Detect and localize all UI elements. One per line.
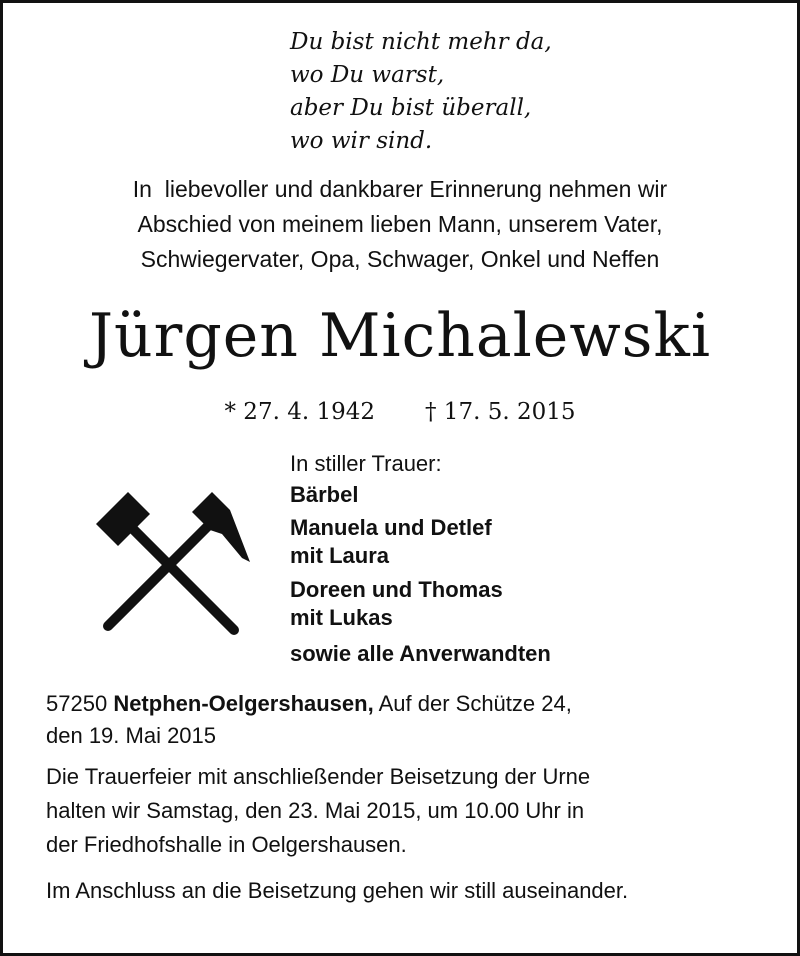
address-date: den 19. Mai 2015 (46, 723, 217, 748)
address-street: Auf der Schütze 24, (378, 691, 572, 716)
mourner-name: Doreen und Thomas (290, 577, 503, 602)
mourner-name: mit Lukas (290, 605, 393, 630)
ceremony-line: halten wir Samstag, den 23. Mai 2015, um 10.00 Uhr in (46, 798, 585, 823)
address-line (46, 688, 572, 720)
birth-date: * 27. 4. 1942 (224, 399, 375, 425)
hammer-and-pick-icon (92, 486, 252, 636)
address-postcode: 57250 (46, 691, 108, 716)
mourners-list (290, 448, 551, 669)
intro-line: Schwiegervater, Opa, Schwager, Onkel und Neffen (140, 246, 660, 272)
deceased-name: Jürgen Michalewski (88, 301, 712, 371)
life-dates (0, 396, 800, 428)
poem-line: Du bist nicht mehr da, (290, 29, 552, 55)
farewell-note: Im Anschluss an die Beisetzung gehen wir still auseinander. (46, 878, 629, 903)
death-date: † 17. 5. 2015 (425, 399, 576, 425)
intro-line: In liebevoller und dankbarer Erinnerung nehmen wir (132, 176, 668, 202)
mourner-name: sowie alle Anverwandten (290, 641, 551, 666)
intro-text (0, 172, 800, 277)
ceremony-line: der Friedhofshalle in Oelgershausen. (46, 832, 407, 857)
intro-line: Abschied von meinem lieben Mann, unserem Vater, (137, 211, 663, 237)
mourner-name: mit Laura (290, 543, 390, 568)
address-block (46, 688, 572, 752)
mourner-name: Manuela und Detlef (290, 515, 492, 540)
ceremony-info (46, 760, 590, 862)
memorial-poem (290, 26, 552, 158)
poem-line: aber Du bist überall, (290, 95, 532, 121)
ceremony-line: Die Trauerfeier mit anschließender Beisetzung der Urne (46, 764, 591, 789)
address-town: Netphen-Oelgershausen, (113, 691, 374, 716)
mourner-name: Bärbel (290, 482, 359, 507)
poem-line: wo wir sind. (290, 128, 433, 154)
mourners-lead: In stiller Trauer: (290, 451, 442, 476)
poem-line: wo Du warst, (290, 62, 445, 88)
